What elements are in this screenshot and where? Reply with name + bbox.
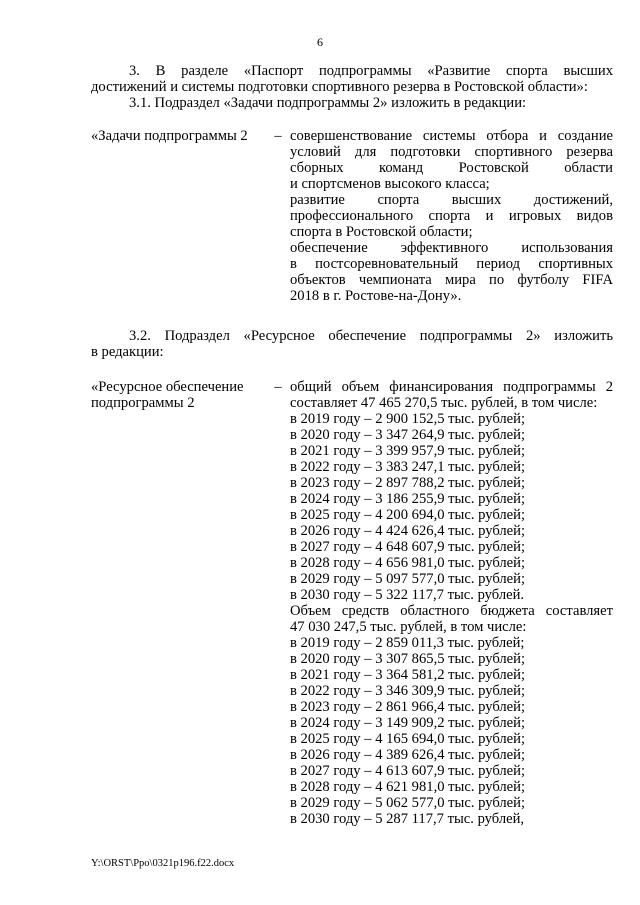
section-3-1-text: 3.1. Подраздел «Задачи подпрограммы 2» изложить в редакции: [129,95,527,111]
funding-year-line: в 2026 году – 4 424 626,4 тыс. рублей; [290,523,526,539]
tasks-line: развитие спорта высших достижений, [290,192,613,208]
resources-line: 47 030 247,5 тыс. рублей, в том числе: [290,619,527,635]
tasks-line: условий для подготовки спортивного резерва [290,144,613,160]
regional-budget-year-line: в 2024 году – 3 149 909,2 тыс. рублей; [290,715,526,731]
funding-year-line: в 2029 году – 5 097 577,0 тыс. рублей; [290,571,526,587]
tasks-line: и спортсменов высокого класса; [290,176,490,192]
section-3-line-2: достижений и системы подготовки спортивного резерва в Ростовской области»: [91,79,588,95]
regional-budget-year-line: в 2022 году – 3 346 309,9 тыс. рублей; [290,683,526,699]
resources-line: составляет 47 465 270,5 тыс. рублей, в том числе: [290,395,598,411]
resources-line: общий объем финансирования подпрограммы 2 [290,379,613,395]
funding-year-line: в 2030 году – 5 322 117,7 тыс. рублей. [290,587,525,603]
funding-year-line: в 2019 году – 2 900 152,5 тыс. рублей; [290,411,526,427]
funding-year-line: в 2024 году – 3 186 255,9 тыс. рублей; [290,491,526,507]
tasks-line: сборных команд Ростовской области [290,160,613,176]
regional-budget-year-line: в 2019 году – 2 859 011,3 тыс. рублей; [290,635,525,651]
tasks-line: объектов чемпионата мира по футболу FIFA [290,272,613,288]
page-number: 6 [317,35,323,49]
regional-budget-year-line: в 2029 году – 5 062 577,0 тыс. рублей; [290,795,526,811]
section-3-2-line-1: 3.2. Подраздел «Ресурсное обеспечение подпрограммы 2» изложить [129,328,613,344]
funding-year-line: в 2025 году – 4 200 694,0 тыс. рублей; [290,507,526,523]
footer-file-path: Y:\ORST\Ppo\0321p196.f22.docx [91,858,235,869]
section-3-line-1: 3. В разделе «Паспорт подпрограммы «Развитие спорта высших [129,63,613,79]
tasks-line: профессионального спорта и игровых видов [290,208,613,224]
regional-budget-year-line: в 2025 году – 4 165 694,0 тыс. рублей; [290,731,526,747]
resources-content [290,379,613,827]
tasks-line: в постсоревновательный период спортивных [290,256,613,272]
regional-budget-year-line: в 2023 году – 2 861 966,4 тыс. рублей; [290,699,526,715]
funding-year-line: в 2020 году – 3 347 264,9 тыс. рублей; [290,427,526,443]
resources-dash: – [274,379,282,395]
tasks-line: спорта в Ростовской области; [290,224,473,240]
regional-budget-year-line: в 2021 году – 3 364 581,2 тыс. рублей; [290,667,526,683]
section-3-2-paragraph [91,328,613,360]
regional-budget-year-line: в 2027 году – 4 613 607,9 тыс. рублей; [290,763,526,779]
section-3-paragraph [91,63,613,95]
regional-budget-year-line: в 2020 году – 3 307 865,5 тыс. рублей; [290,651,526,667]
tasks-dash: – [274,128,282,144]
resources-label [91,379,281,411]
tasks-content [290,128,613,304]
funding-year-line: в 2027 году – 4 648 607,9 тыс. рублей; [290,539,526,555]
tasks-line: совершенствование системы отбора и создание [290,128,613,144]
tasks-label: «Задачи подпрограммы 2 [91,128,248,144]
tasks-line: 2018 в г. Ростове-на-Дону». [290,288,462,304]
funding-year-line: в 2023 году – 2 897 788,2 тыс. рублей; [290,475,526,491]
funding-year-line: в 2028 году – 4 656 981,0 тыс. рублей; [290,555,526,571]
funding-year-line: в 2022 году – 3 383 247,1 тыс. рублей; [290,459,526,475]
section-3-2-line-2: в редакции: [91,344,164,360]
regional-budget-year-line: в 2026 году – 4 389 626,4 тыс. рублей; [290,747,526,763]
funding-year-line: в 2021 году – 3 399 957,9 тыс. рублей; [290,443,526,459]
section-3-1-paragraph [91,95,613,111]
resources-label-line-1: «Ресурсное обеспечение [91,379,244,395]
regional-budget-year-line: в 2030 году – 5 287 117,7 тыс. рублей, [290,811,525,827]
resources-line: Объем средств областного бюджета составляет [290,603,613,619]
regional-budget-year-line: в 2028 году – 4 621 981,0 тыс. рублей; [290,779,526,795]
tasks-line: обеспечение эффективного использования [290,240,613,256]
resources-label-line-2: подпрограммы 2 [91,395,195,411]
